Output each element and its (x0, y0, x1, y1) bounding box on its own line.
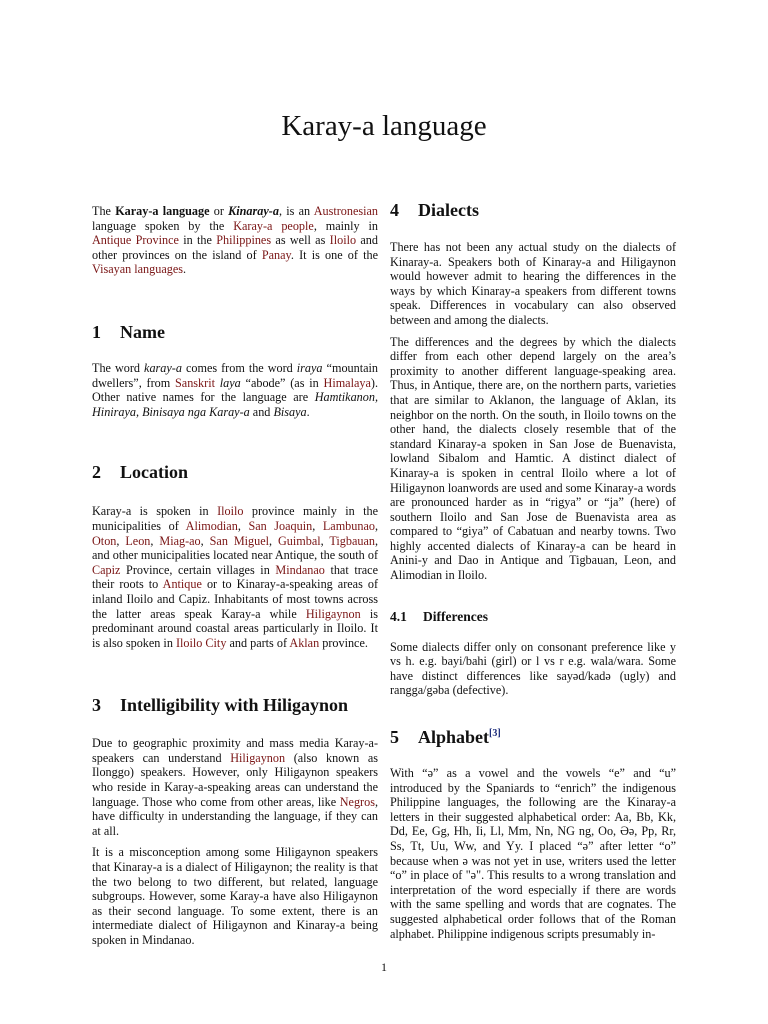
text: Province, certain villages in (120, 562, 276, 577)
link-sanskrit[interactable]: Sanskrit (175, 375, 215, 390)
name-paragraph (92, 361, 378, 419)
text: The (92, 204, 116, 218)
text: that trace their roots to (92, 562, 378, 592)
link-mindanao[interactable]: Mindanao (275, 562, 325, 577)
link-miagao[interactable]: Miag-ao (159, 533, 201, 548)
alphabet-paragraph: With “ə” as a vowel and the vowels “e” and “u” introduced by the Spaniards to “enrich” the indigenous Philippine languages, the following are the Kinaray-a letters in their suggested alphabetical order: Aa, Bb, Kk, Dd, Ee, Gg, Hh, Ii, Ll, Mm, Nn, NG ng, Oo, Əə, Pp, Rr, Ss, Tt, Uu, Ww, and Yy. I placed “ə” after letter “o” because when ə was not yet in use, writers used the letter “o” in place of "ə". This results to a wrong translation and interpretation of the word especially if there are words with the same spelling and words that are cognates. The suggested alphabetical order follows that of the Roman alphabet. Philippine indigenous scripts presumably in- (390, 766, 676, 941)
text: , (312, 518, 323, 533)
left-column (92, 196, 378, 948)
intelligibility-paragraph-2: It is a misconception among some Hiligaynon speakers that Kinaray-a is a dialect of Hiligaynon; the reality is that the two belong to two different, but related, language subgroups. However, some Karay-a have also Hiligaynon as their second language. To some extent, there is an intermediate dialect of Hiligaynon and Kinaray-a being spoken in Mindanao. (92, 845, 378, 947)
page-number: 1 (381, 960, 387, 974)
text: or (209, 204, 229, 218)
text: The word (92, 360, 145, 375)
section-number: 1 (92, 321, 101, 342)
section-title: Location (120, 462, 189, 483)
italic-term: Bisaya (273, 404, 307, 419)
text: , (269, 533, 278, 548)
link-aklan[interactable]: Aklan (289, 635, 320, 650)
link-negros[interactable]: Negros (339, 794, 375, 809)
dialects-paragraph-2: The differences and the degrees by which the dialects differ from each other depend largely on the area’s proximity to another different language-speaking area. Thus, in Antique, there are, on the northern parts, varieties that are similar to Aklanon, the language of Aklan, its neighbor on the north. On the south, in Iloilo towns on the other hand, the dialects closely resemble that of the standard Kinaray-a spoken in San Jose de Buenavista, lowland Sibalom and Hamtic. A distinct dialect of Kinaray-a is spoken in central Iloilo where a lot of Hiligaynon loanwords are used and some Kinaray-a words are pronounced harder as in “rigya” or “ja” (here) of southern Iloilo and San Jose de Buenavista area as compared to “giya” of Cabatuan and nearby towns. Two highly accented dialects of Kinaray-a can be heard in Anini-y and Dao in Antique and Tigbauan, Leon, and Alimodian in Iloilo. (390, 334, 676, 583)
section-number: 4.1 (390, 608, 407, 624)
text: , (320, 533, 330, 548)
link-san-miguel[interactable]: San Miguel (209, 533, 270, 548)
text: , have difficulty in understanding the language, if they can at all. (92, 794, 378, 838)
text: and parts of (226, 635, 290, 650)
link-iloilo-city[interactable]: Iloilo City (175, 635, 227, 650)
link-iloilo[interactable]: Iloilo (329, 233, 357, 248)
section-number: 5 (390, 727, 399, 748)
text: comes from the word (181, 360, 297, 375)
link-panay[interactable]: Panay (261, 247, 291, 262)
text: ). Other native names for the language are (92, 375, 379, 405)
section-title: Intelligibility with Hiligaynon (120, 695, 349, 716)
text: , mainly in (313, 218, 378, 233)
text: language spoken by the (92, 218, 234, 233)
text: province mainly in the municipalities of (92, 504, 378, 533)
italic-term: laya (219, 375, 241, 390)
section-heading-location (92, 462, 378, 483)
subsection-heading-differences (390, 609, 676, 625)
text: and other provinces on the island of (92, 233, 378, 262)
location-paragraph (92, 504, 378, 650)
link-hiligaynon[interactable]: Hiligaynon (230, 750, 286, 765)
link-karaya-people[interactable]: Karay-a people (233, 218, 314, 233)
section-heading-dialects (390, 200, 676, 221)
text: . (182, 262, 187, 277)
page-title: Karay-a language (281, 110, 487, 142)
text: in the (178, 233, 217, 248)
section-title: Differences (423, 608, 488, 624)
section-title: Dialects (418, 200, 479, 220)
link-antique-province[interactable]: Antique Province (92, 233, 179, 248)
article-subject-alt: Kinaray-a (228, 204, 279, 218)
link-austronesian[interactable]: Austronesian (313, 204, 378, 218)
intelligibility-paragraph-1 (92, 736, 378, 838)
text: “abode” (as in (240, 375, 324, 390)
text: is predominant around coastal areas particularly in Iloilo. It is also spoken in (92, 606, 378, 650)
italic-term: iraya (296, 360, 323, 375)
section-heading-alphabet (390, 727, 676, 748)
right-column (390, 196, 676, 941)
link-himalaya[interactable]: Himalaya (323, 375, 371, 390)
link-lambunao[interactable]: Lambunao (322, 518, 375, 533)
dialects-paragraph-1: There has not been any actual study on the dialects of Kinaray-a. Speakers both of Kinaray-a and Hiligaynon would however admit to hearing the differences in the ways by which Kinaray-a speakers from different towns speak. Differences in vocabulary can also observed between and among the dialects. (390, 240, 676, 327)
text: “mountain dwellers”, from (92, 360, 378, 390)
intro-paragraph (92, 204, 378, 277)
text: Karay-a is spoken in (92, 504, 218, 519)
reference-link[interactable]: [3] (489, 728, 501, 740)
section-heading-name (92, 322, 378, 343)
link-oton[interactable]: Oton (92, 533, 117, 548)
text: , (200, 533, 210, 548)
link-hiligaynon[interactable]: Hiligaynon (305, 606, 361, 621)
link-antique[interactable]: Antique (162, 577, 202, 592)
text: , (374, 518, 379, 533)
link-guimbal[interactable]: Guimbal (278, 533, 321, 548)
section-heading-intelligibility (92, 695, 378, 716)
link-leon[interactable]: Leon (125, 533, 151, 548)
section-title: Alphabet (418, 727, 490, 748)
link-philippines[interactable]: Philippines (216, 233, 272, 248)
link-tigbauan[interactable]: Tigbauan (329, 533, 376, 548)
text: and (249, 404, 274, 419)
link-san-joaquin[interactable]: San Joaquin (248, 518, 313, 533)
text: . (306, 404, 310, 419)
section-number: 4 (390, 200, 399, 220)
text: , and other municipalities located near Antique, the south of (92, 533, 379, 563)
text: as well as (271, 233, 330, 248)
link-iloilo[interactable]: Iloilo (217, 504, 244, 519)
text: , (116, 533, 126, 548)
italic-term: karay-a (144, 360, 182, 375)
article-subject: Karay-a language (115, 204, 210, 218)
text: province. (319, 635, 368, 650)
text: or to Kinaray-a-speaking areas of inland Iloilo and Capiz. Inhabitants of most towns across the latter areas speak Karay-a while (92, 577, 379, 621)
link-visayan-languages[interactable]: Visayan languages (92, 262, 183, 277)
section-number: 2 (92, 462, 101, 483)
text: . It is one of the (290, 247, 378, 262)
text: Due to geographic proximity and mass media Karay-a-speakers can understand (92, 736, 378, 765)
italic-term: Hamtikanon, Hiniraya, Binisaya nga Karay-a (92, 390, 378, 419)
link-capiz[interactable]: Capiz (92, 562, 121, 577)
section-title: Name (120, 321, 165, 342)
differences-paragraph: Some dialects differ only on consonant preference like y vs h. e.g. bayi/bahi (girl) or l vs r e.g. wala/wara. Some have distinct differences like sayəd/kadə (ugly) and rangga/gəba (defective). (390, 639, 676, 698)
text: , (237, 518, 249, 533)
section-number: 3 (92, 695, 101, 716)
text: , (150, 533, 160, 548)
link-alimodian[interactable]: Alimodian (185, 518, 238, 533)
text: (also known as Ilonggo) speakers. However, only Hiligaynon speakers who reside in Karay-a-speaking areas can understand the language. Those who come from other areas, like (92, 750, 378, 809)
text: , is an (278, 204, 314, 218)
